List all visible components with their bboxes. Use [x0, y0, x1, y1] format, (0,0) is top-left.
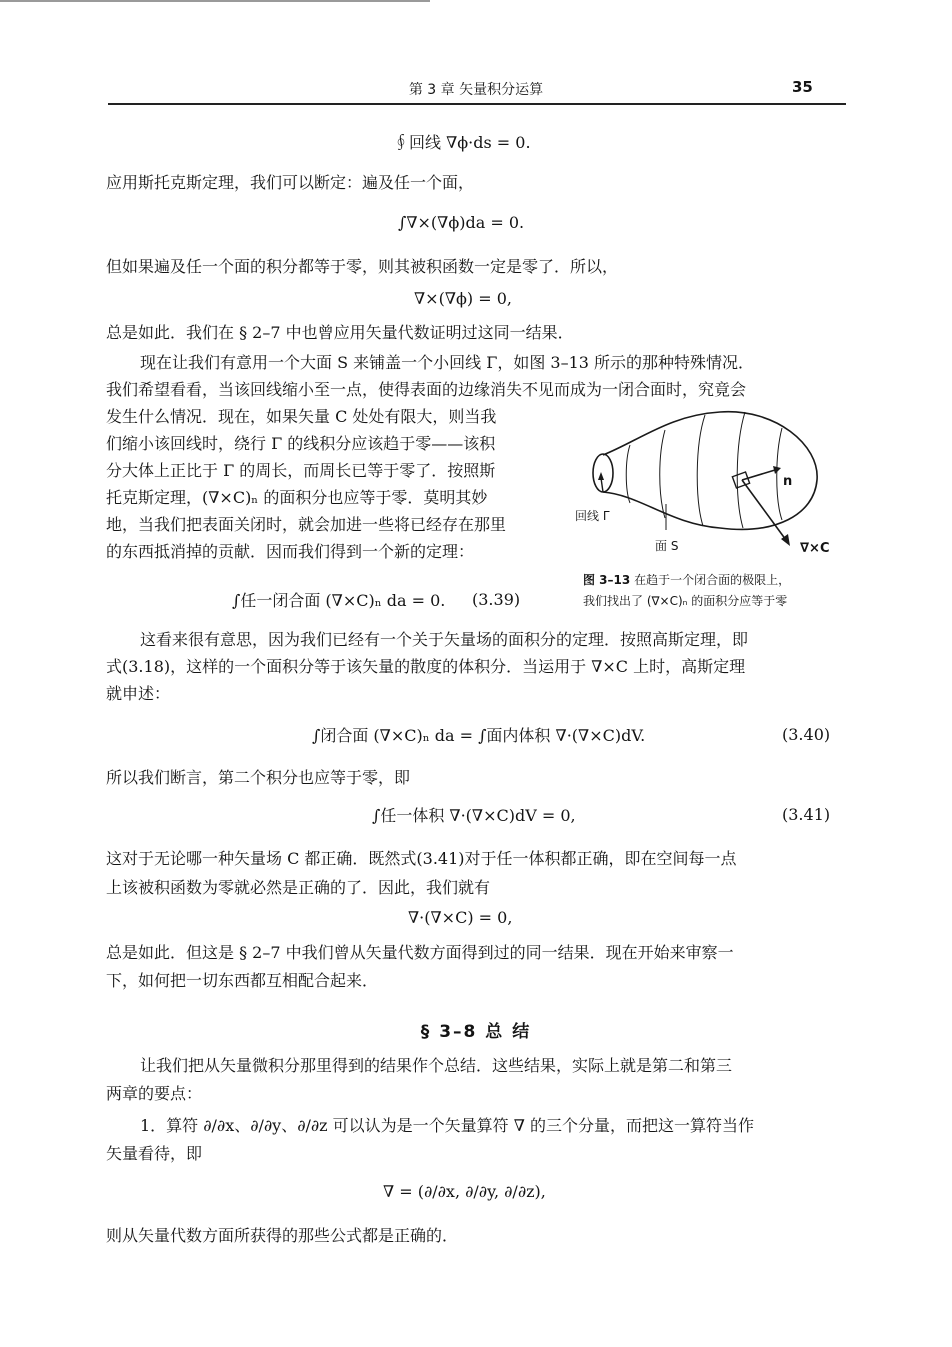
paragraph-large-surface-line-1: 现在让我们有意用一个大面 S 来铺盖一个小回线 Γ，如图 3–13 所示的那种特殊情况．: [140, 353, 755, 372]
equation-curl-grad-zero: ∇×(∇ϕ) = 0,: [414, 289, 512, 308]
equation-number-3-41: (3.41): [782, 805, 831, 824]
paragraph-integrand-zero: 但如果遍及任一个面的积分都等于零，则其被积函数一定是零了．所以，: [106, 257, 619, 276]
loop-ellipse: [593, 454, 613, 492]
paragraph-always-true: 总是如此．我们在 § 2–7 中也曾应用矢量代数证明过这同一结果．: [106, 323, 574, 342]
section-heading-3-8: § 3–8 总 结: [420, 1022, 532, 1042]
paragraph-gauss-line-1: 这看来很有意思，因为我们已经有一个关于矢量场的面积分的定理．按照高斯定理，即: [140, 630, 749, 649]
header-rule: [108, 103, 846, 105]
page-number: 35: [792, 78, 813, 96]
paragraph-stokes-any-surface: 应用斯托克斯定理，我们可以断定：遍及任一个面，: [106, 173, 475, 192]
figure-3-13-closed-surface: [570, 400, 840, 560]
figure-caption-line-1: [583, 571, 790, 589]
equation-line-integral-grad: ∮回线 ∇ϕ·ds = 0.: [393, 133, 531, 152]
equation-volume-div-curl-zero: ∫任一体积 ∇·(∇×C)dV = 0,: [372, 806, 576, 825]
paragraph-large-surface-line-2: 我们希望看看，当该回线缩小至一点，使得表面的边缘消失不见而成为一闭合面时，究竟会: [106, 380, 747, 399]
running-header-chapter: 第 3 章 矢量积分运算: [408, 82, 544, 98]
figure-label-curl: ∇×C: [800, 541, 830, 556]
paragraph-gauss-line-3: 就申述：: [106, 684, 171, 703]
figure-caption-label: 图 3–13: [583, 573, 631, 587]
equation-nabla-components: ∇ = (∂/∂x, ∂/∂y, ∂/∂z),: [383, 1182, 546, 1201]
paragraph-summary-line-2: 两章的要点：: [106, 1084, 203, 1103]
paragraph-vector-algebra: 则从矢量代数方面所获得的那些公式都是正确的．: [106, 1226, 459, 1245]
paragraph-same-result-line-1: 总是如此．但这是 § 2–7 中我们曾从矢量代数方面得到过的同一结果．现在开始来审察一: [106, 943, 734, 962]
paragraph-large-surface-line-7: 地，当我们把表面关闭时，就会加进一些将已经存在那里: [106, 515, 507, 534]
equation-div-curl-zero: ∇·(∇×C) = 0,: [408, 908, 513, 927]
paragraph-large-surface-line-4: 们缩小该回线时，绕行 Γ 的线积分应该趋于零——该积: [106, 434, 496, 453]
paragraph-large-surface-line-3: 发生什么情况．现在，如果矢量 C 处处有限大，则当我: [106, 407, 497, 426]
paragraph-same-result-line-2: 下，如何把一切东西都互相配合起来．: [106, 971, 379, 990]
paragraph-second-integral: 所以我们断言，第二个积分也应等于零，即: [106, 768, 411, 787]
paragraph-large-surface-line-5: 分大体上正比于 Γ 的周长，而周长已等于零了．按照斯: [106, 461, 496, 480]
equation-gauss-curl: ∫闭合面 (∇×C)ₙ da = ∫面内体积 ∇·(∇×C)dV.: [312, 726, 646, 745]
top-edge-rule: [0, 0, 430, 2]
figure-label-surface: 面 S: [655, 539, 679, 553]
figure-label-normal: n: [783, 474, 793, 489]
paragraph-large-surface-line-6: 托克斯定理，(∇×C)ₙ 的面积分也应等于零．莫明其妙: [106, 488, 488, 507]
paragraph-operator-line-1: 1．算符 ∂/∂x、∂/∂y、∂/∂z 可以认为是一个矢量算符 ∇ 的三个分量，而把这一算符当作: [140, 1116, 755, 1135]
surface-outline: [603, 412, 817, 530]
paragraph-any-field-line-2: 上该被积函数为零就必然是正确的了．因此，我们就有: [106, 878, 491, 897]
paragraph-gauss-line-2: 式(3.18)，这样的一个面积分等于该矢量的散度的体积分．当运用于 ∇×C 上时，高斯定理: [106, 657, 746, 676]
equation-number-3-39: (3.39): [472, 590, 521, 609]
paragraph-summary-line-1: 让我们把从矢量微积分那里得到的结果作个总结．这些结果，实际上就是第二和第三: [140, 1056, 733, 1075]
figure-label-loop: 回线 Γ: [575, 509, 610, 523]
figure-caption-text-1: 在趋于一个闭合面的极限上，: [634, 573, 791, 587]
equation-closed-surface-curl-zero: ∫任一闭合面 (∇×C)ₙ da = 0.: [232, 591, 446, 610]
paragraph-any-field-line-1: 这对于无论哪一种矢量场 C 都正确．既然式(3.41)对于任一体积都正确，即在空间每一点: [106, 849, 737, 868]
equation-surface-integral-curl-grad: ∫∇×(∇ϕ)da = 0.: [398, 213, 525, 232]
paragraph-operator-line-2: 矢量看待，即: [106, 1144, 203, 1163]
figure-caption-line-2: 我们找出了 (∇×C)ₙ 的面积分应等于零: [583, 594, 788, 608]
equation-number-3-40: (3.40): [782, 725, 831, 744]
paragraph-large-surface-line-8: 的东西抵消掉的贡献．因而我们得到一个新的定理：: [106, 542, 475, 561]
